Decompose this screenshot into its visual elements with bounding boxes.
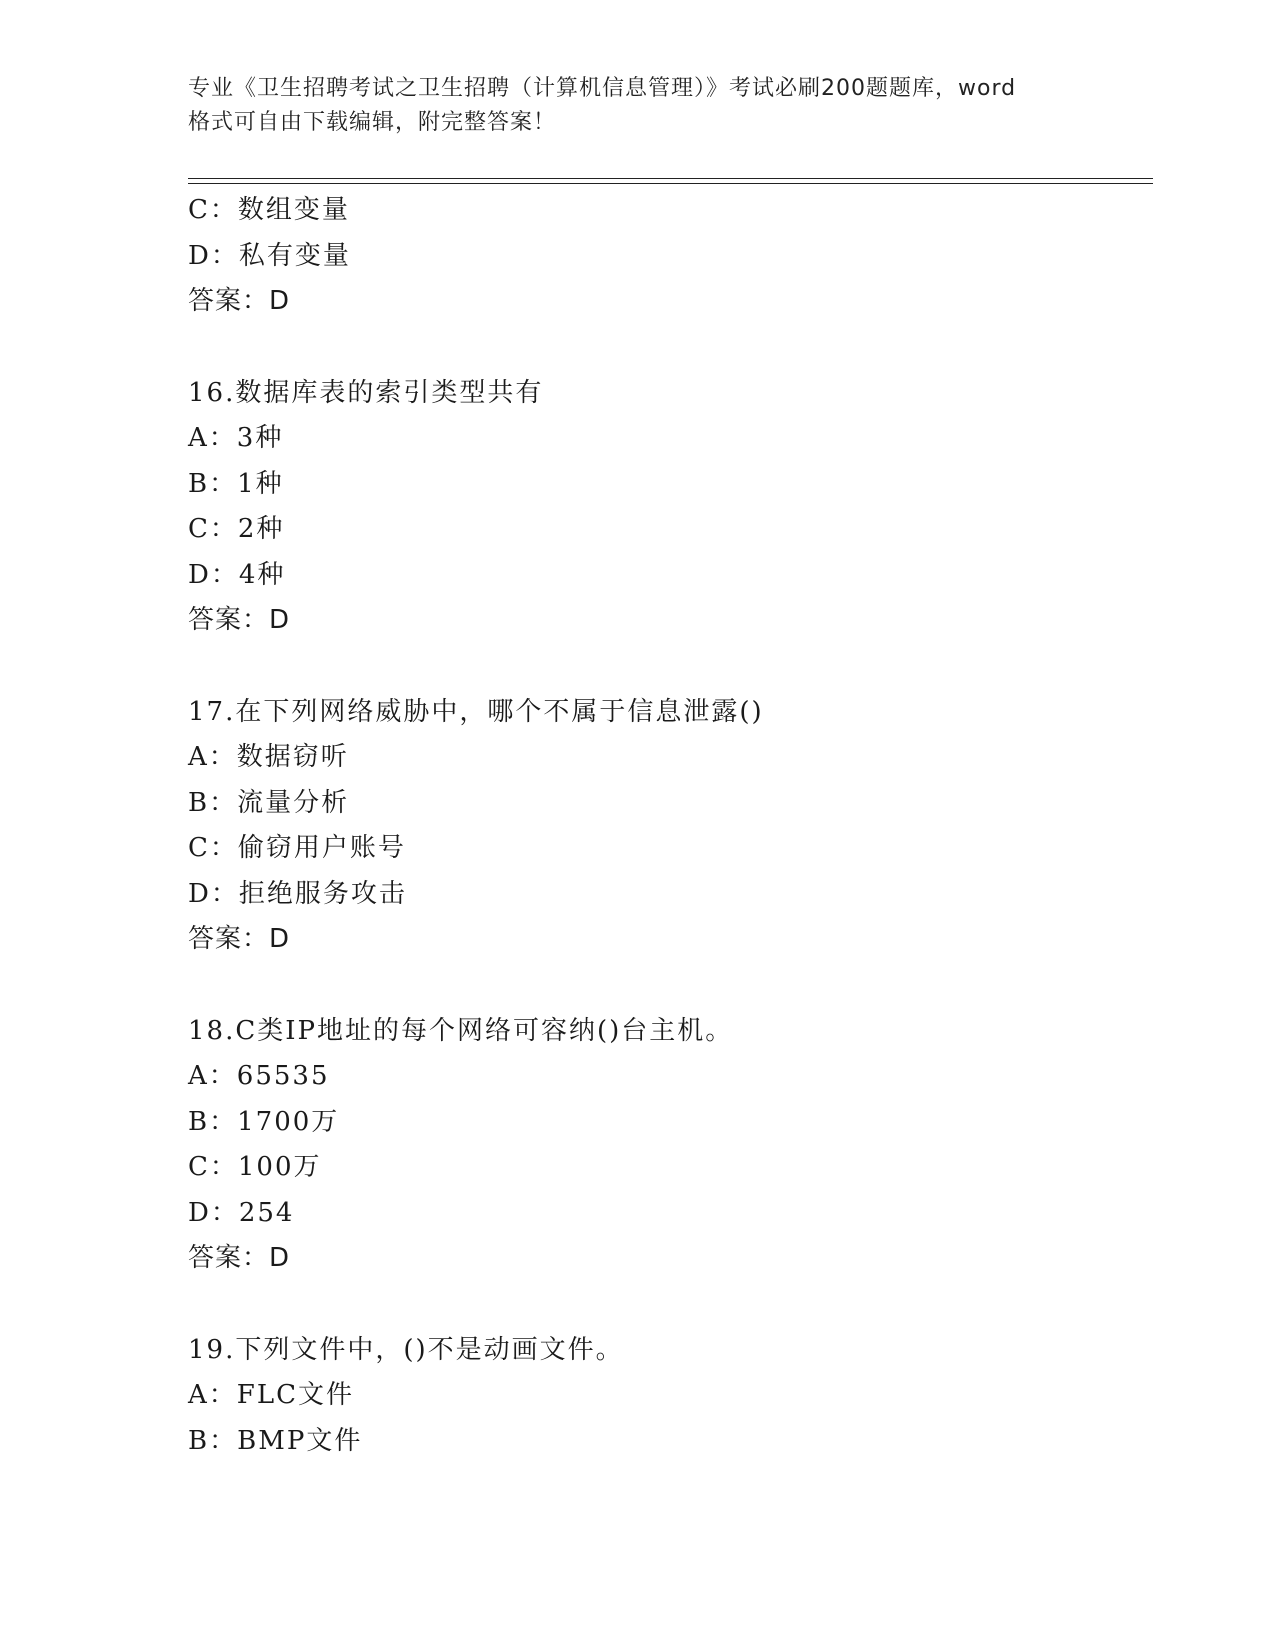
- header-line-1: 专业《卫生招聘考试之卫生招聘（计算机信息管理）》考试必刷200题题库，word: [188, 76, 1017, 101]
- answer-line: 答案：D: [188, 286, 291, 316]
- option-c: C：2种: [188, 514, 285, 544]
- option-d: D：4种: [188, 559, 286, 590]
- option-b: B：1种: [188, 468, 284, 499]
- answer-line: 答案：D: [188, 1243, 291, 1273]
- question-list: [188, 188, 1148, 1464]
- header-divider-bottom: [188, 183, 1153, 184]
- option-d: D：拒绝服务攻击: [188, 878, 407, 909]
- question-stem: 18.C类IP地址的每个网络可容纳()台主机。: [188, 1015, 734, 1046]
- option-a: A：3种: [188, 423, 284, 453]
- option-a: A：数据窃听: [188, 742, 349, 772]
- option-c: C：偷窃用户账号: [188, 833, 406, 863]
- header-line-2: 格式可自由下载编辑，附完整答案！: [188, 110, 557, 135]
- answer-line: 答案：D: [188, 605, 291, 635]
- option-b: B：1700万: [188, 1106, 340, 1137]
- question-stem: 17.在下列网络威胁中，哪个不属于信息泄露(): [188, 696, 764, 727]
- option-d: D：254: [188, 1197, 295, 1228]
- option-a: A：FLC文件: [188, 1380, 354, 1410]
- option-b: B：BMP文件: [188, 1425, 363, 1456]
- option-a: A：65535: [188, 1061, 330, 1091]
- question-stem: 16.数据库表的索引类型共有: [188, 377, 544, 408]
- option-c: C：数组变量: [188, 195, 350, 225]
- answer-line: 答案：D: [188, 924, 291, 954]
- option-c: C：100万: [188, 1152, 322, 1182]
- question-stem: 19.下列文件中，()不是动画文件。: [188, 1334, 624, 1365]
- option-d: D：私有变量: [188, 240, 351, 271]
- option-b: B：流量分析: [188, 787, 350, 818]
- header-divider-top: [188, 178, 1153, 179]
- document-header: [188, 72, 1108, 140]
